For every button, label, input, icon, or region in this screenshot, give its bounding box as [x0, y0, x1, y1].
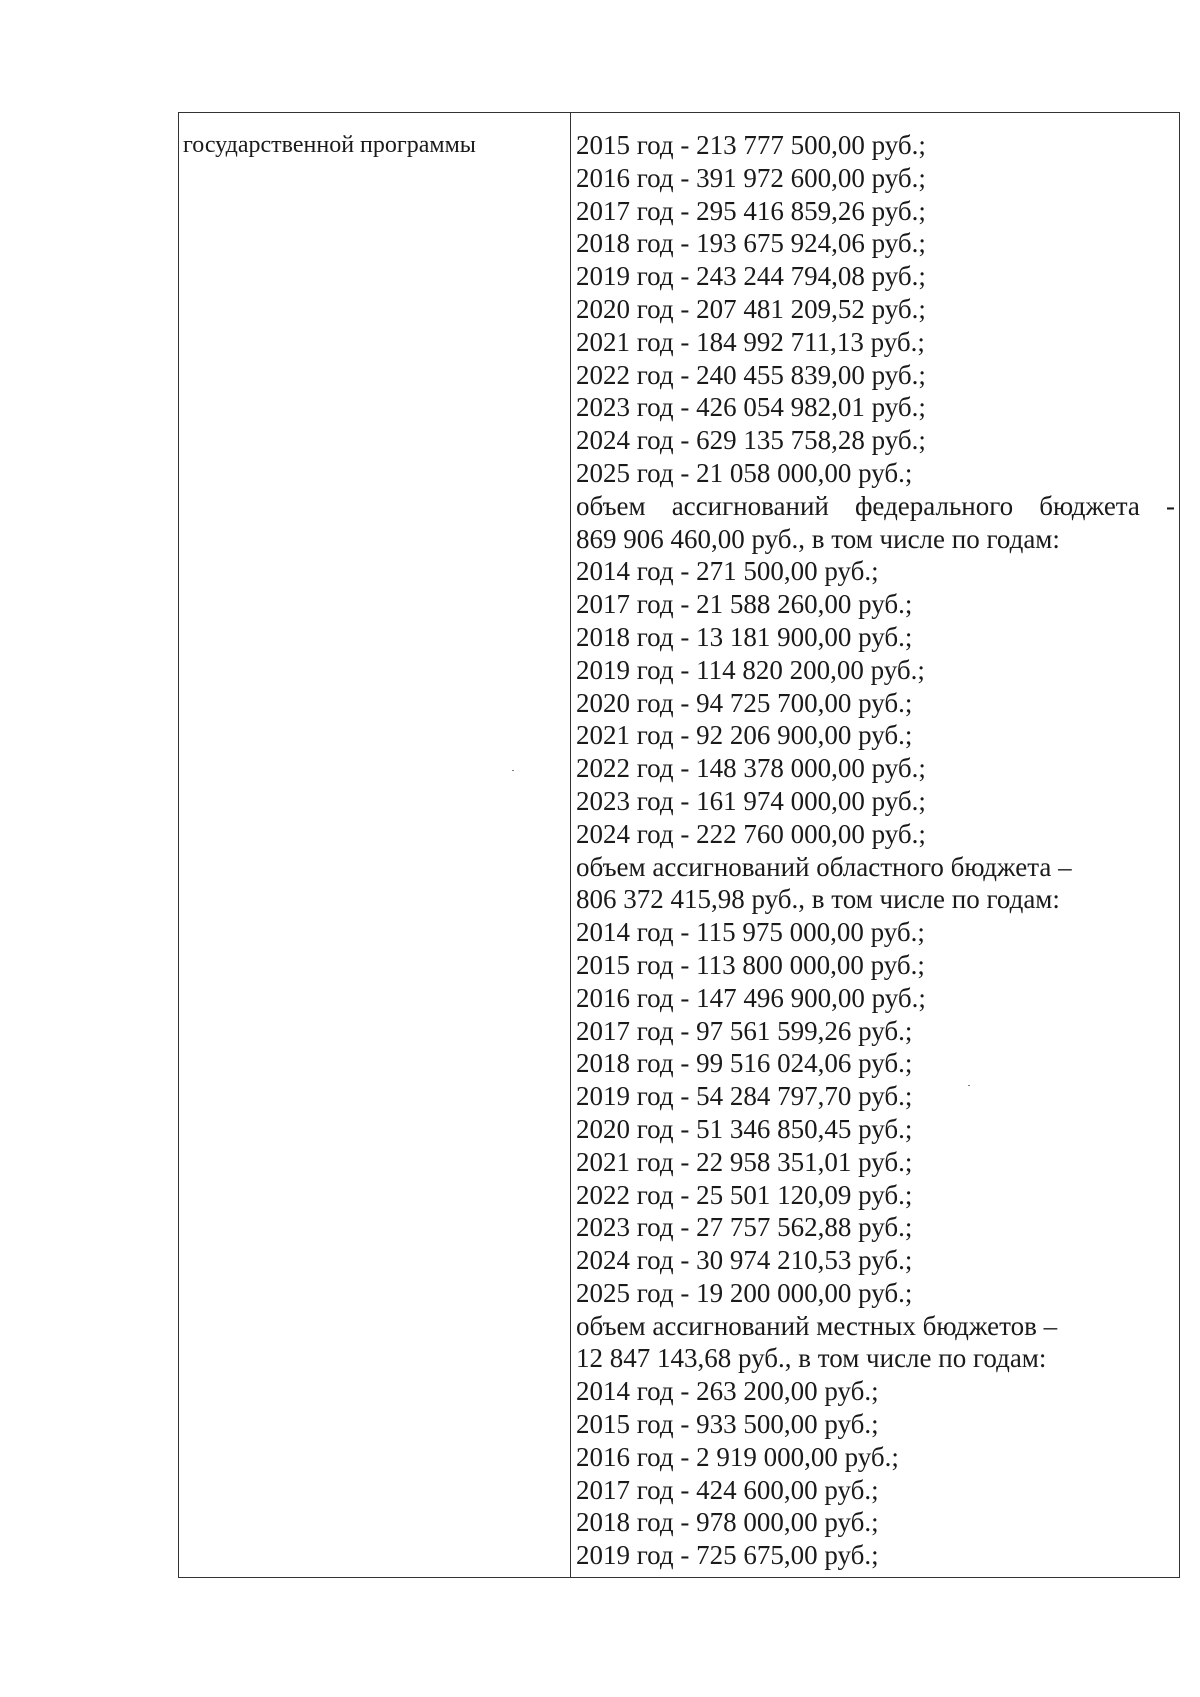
funding-line: 2015 год - 113 800 000,00 руб.;	[576, 949, 925, 980]
funding-line: 806 372 415,98 руб., в том числе по годам:	[576, 884, 1060, 915]
funding-line: 2018 год - 978 000,00 руб.;	[576, 1507, 879, 1538]
funding-line: 2014 год - 263 200,00 руб.;	[576, 1376, 879, 1407]
funding-line: 2024 год - 30 974 210,53 руб.;	[576, 1245, 913, 1276]
funding-line: 2023 год - 426 054 982,01 руб.;	[576, 392, 926, 423]
funding-line: 2024 год - 629 135 758,28 руб.;	[576, 425, 926, 456]
funding-line: 2018 год - 193 675 924,06 руб.;	[576, 228, 926, 259]
funding-line: 2021 год - 184 992 711,13 руб.;	[576, 326, 925, 357]
funding-line: объем ассигнований областного бюджета –	[576, 851, 1072, 882]
funding-line: 2022 год - 25 501 120,09 руб.;	[576, 1179, 913, 1210]
funding-line: 869 906 460,00 руб., в том числе по годам:	[576, 523, 1060, 554]
funding-line: 2020 год - 207 481 209,52 руб.;	[576, 293, 926, 324]
funding-line: 2020 год - 51 346 850,45 руб.;	[576, 1113, 913, 1144]
funding-line: 2019 год - 243 244 794,08 руб.;	[576, 261, 926, 292]
funding-line: 2022 год - 240 455 839,00 руб.;	[576, 359, 926, 390]
funding-line: 2018 год - 99 516 024,06 руб.;	[576, 1048, 913, 1079]
table-left-cell	[179, 113, 571, 1577]
funding-line: 2023 год - 27 757 562,88 руб.;	[576, 1212, 913, 1243]
funding-line: 2017 год - 97 561 599,26 руб.;	[576, 1015, 913, 1046]
funding-line: 2016 год - 391 972 600,00 руб.;	[576, 162, 926, 193]
funding-line: 2021 год - 92 206 900,00 руб.;	[576, 720, 913, 751]
funding-line: 2017 год - 21 588 260,00 руб.;	[576, 589, 913, 620]
funding-line: объем ассигнований федерального бюджета -	[576, 490, 1175, 521]
funding-line: 2015 год - 933 500,00 руб.;	[576, 1409, 879, 1440]
funding-line: 2025 год - 21 058 000,00 руб.;	[576, 457, 913, 488]
funding-line: объем ассигнований местных бюджетов –	[576, 1310, 1058, 1341]
funding-line: 2019 год - 54 284 797,70 руб.;	[576, 1081, 913, 1112]
funding-line: 2016 год - 147 496 900,00 руб.;	[576, 982, 926, 1013]
funding-line: 2020 год - 94 725 700,00 руб.;	[576, 687, 913, 718]
funding-line: 2022 год - 148 378 000,00 руб.;	[576, 753, 926, 784]
funding-line: 2017 год - 295 416 859,26 руб.;	[576, 195, 926, 226]
funding-line: 2023 год - 161 974 000,00 руб.;	[576, 785, 926, 816]
funding-line: 2014 год - 271 500,00 руб.;	[576, 556, 879, 587]
funding-line: 2018 год - 13 181 900,00 руб.;	[576, 621, 913, 652]
funding-line: 12 847 143,68 руб., в том числе по годам:	[576, 1343, 1047, 1374]
funding-line: 2025 год - 19 200 000,00 руб.;	[576, 1277, 913, 1308]
funding-line: 2021 год - 22 958 351,01 руб.;	[576, 1146, 913, 1177]
left-cell-text: государственной программы	[183, 132, 476, 158]
funding-line: 2017 год - 424 600,00 руб.;	[576, 1474, 879, 1505]
scan-speck	[512, 770, 514, 771]
funding-line: 2024 год - 222 760 000,00 руб.;	[576, 818, 926, 849]
funding-line: 2019 год - 725 675,00 руб.;	[576, 1540, 879, 1571]
funding-line: 2016 год - 2 919 000,00 руб.;	[576, 1441, 899, 1472]
funding-line: 2015 год - 213 777 500,00 руб.;	[576, 130, 926, 160]
scan-speck	[968, 1085, 970, 1086]
funding-line: 2019 год - 114 820 200,00 руб.;	[576, 654, 925, 685]
program-funding-table	[178, 112, 1180, 1578]
funding-line: 2014 год - 115 975 000,00 руб.;	[576, 917, 925, 948]
table-right-cell	[571, 113, 1179, 1577]
